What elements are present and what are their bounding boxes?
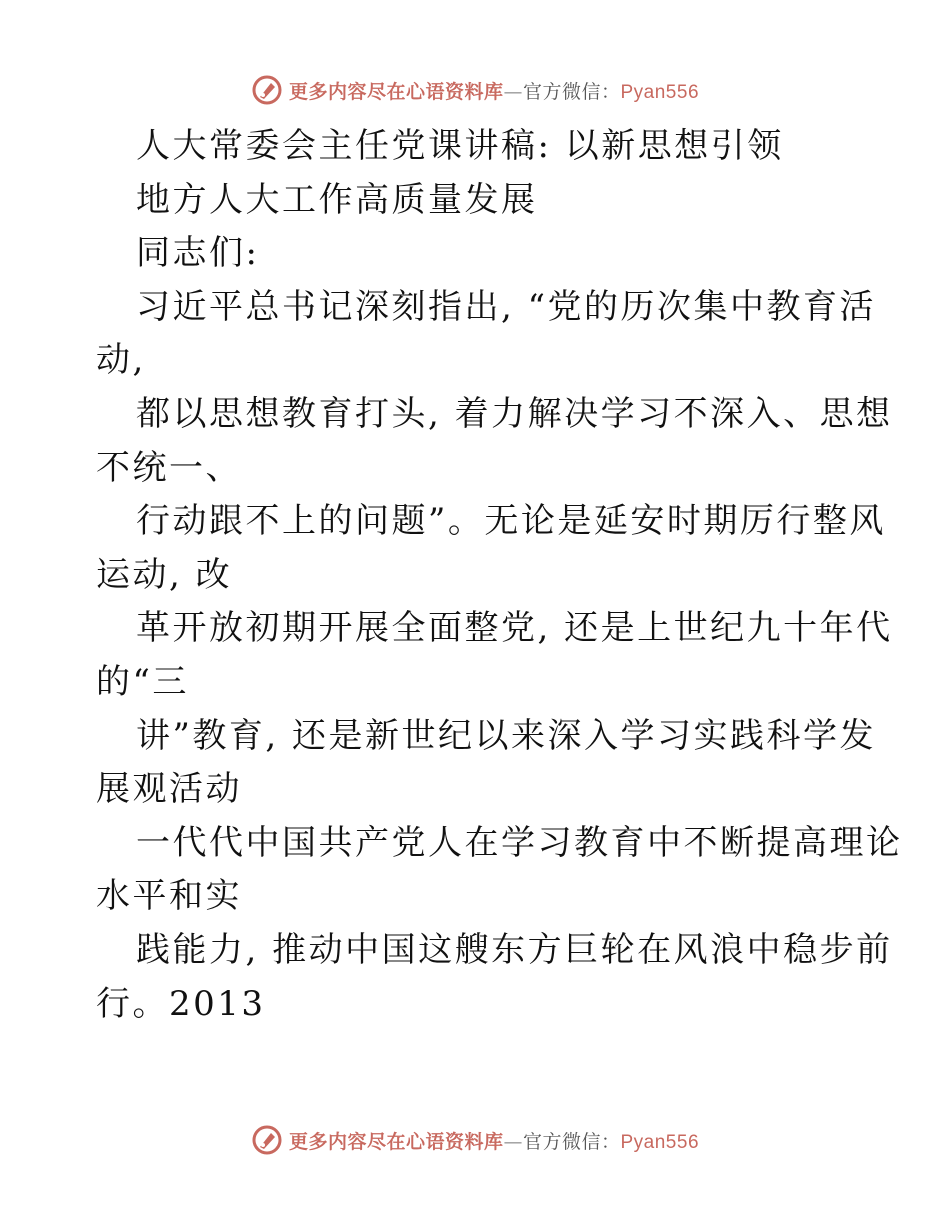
watermark-wechat-label: 官方微信：	[522, 1130, 621, 1153]
text-line: 水平和实	[96, 876, 242, 917]
text-line: 的“三	[96, 661, 189, 702]
text-line: 践能力, 推动中国这艘东方巨轮在风浪中稳步前	[136, 929, 893, 970]
text-line: 地方人大工作高质量发展	[136, 179, 538, 220]
watermark-wechat-id: Pyan556	[620, 1131, 700, 1153]
text-line: 一代代中国共产党人在学习教育中不断提高理论	[136, 822, 903, 863]
watermark-wechat-label: 官方微信：	[522, 80, 621, 103]
watermark-wechat-id: Pyan556	[620, 81, 700, 103]
text-line: 同志们:	[136, 233, 260, 274]
text-line: 革开放初期开展全面整党, 还是上世纪九十年代	[136, 608, 893, 649]
document-body	[96, 120, 903, 1031]
footer-watermark	[0, 1120, 950, 1160]
text-line: 展观活动	[96, 769, 242, 810]
text-line: 都以思想教育打头, 着力解决学习不深入、思想	[136, 393, 893, 434]
watermark-text	[289, 1127, 699, 1154]
text-line: 习近平总书记深刻指出, “党的历次集中教育活	[136, 286, 876, 327]
watermark-dash: —	[503, 80, 523, 103]
text-line: 不统一、	[96, 447, 242, 488]
text-line: 行动跟不上的问题”。无论是延安时期厉行整风	[136, 501, 886, 542]
pen-nib-logo-icon	[251, 1124, 283, 1156]
pen-nib-logo-icon	[251, 74, 283, 106]
text-line: 动,	[96, 340, 146, 381]
header-watermark	[0, 70, 950, 110]
watermark-dash: —	[503, 1130, 523, 1153]
watermark-main: 更多内容尽在心语资料库	[288, 80, 504, 103]
text-line: 运动, 改	[96, 554, 233, 595]
text-line: 人大常委会主任党课讲稿: 以新思想引领	[136, 126, 784, 166]
watermark-text	[289, 77, 699, 104]
text-line: 讲”教育, 还是新世纪以来深入学习实践科学发	[136, 715, 876, 756]
text-line: 行。2013	[96, 983, 266, 1024]
watermark-main: 更多内容尽在心语资料库	[288, 1130, 504, 1153]
